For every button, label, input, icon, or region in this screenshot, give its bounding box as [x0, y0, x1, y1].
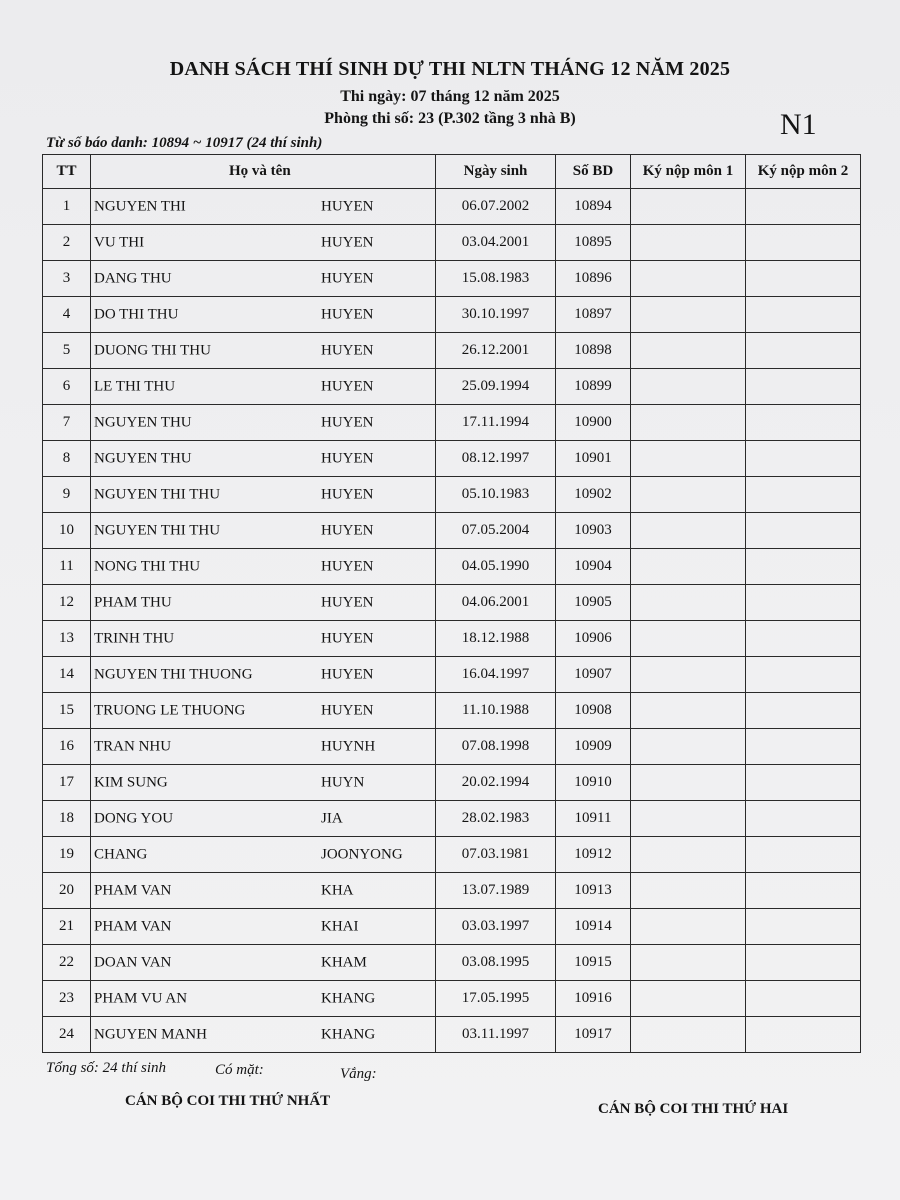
signature-cell-subject-2[interactable]	[746, 621, 861, 657]
signature-cell-subject-2[interactable]	[746, 909, 861, 945]
col-header-dob: Ngày sinh	[436, 155, 556, 189]
signature-cell-subject-2[interactable]	[746, 873, 861, 909]
table-row	[43, 729, 861, 765]
date-of-birth: 13.07.1989	[436, 873, 556, 909]
signature-cell-subject-1[interactable]	[631, 765, 746, 801]
row-number: 2	[43, 225, 91, 261]
table-row	[43, 405, 861, 441]
date-of-birth: 03.11.1997	[436, 1017, 556, 1053]
candidate-first-name: HUYEN	[321, 378, 374, 394]
candidate-first-name: KHAM	[321, 954, 367, 970]
signature-cell-subject-2[interactable]	[746, 333, 861, 369]
signature-cell-subject-2[interactable]	[746, 405, 861, 441]
candidate-number: 10910	[556, 765, 631, 801]
exam-date: Thi ngày: 07 tháng 12 năm 2025	[340, 88, 560, 105]
date-of-birth: 04.05.1990	[436, 549, 556, 585]
signature-cell-subject-1[interactable]	[631, 909, 746, 945]
candidate-name	[91, 873, 436, 909]
candidate-name	[91, 189, 436, 225]
signature-cell-subject-2[interactable]	[746, 369, 861, 405]
candidate-number: 10913	[556, 873, 631, 909]
col-header-sign1: Ký nộp môn 1	[631, 155, 746, 189]
signature-cell-subject-1[interactable]	[631, 513, 746, 549]
signature-cell-subject-1[interactable]	[631, 225, 746, 261]
candidate-name	[91, 837, 436, 873]
date-of-birth: 07.03.1981	[436, 837, 556, 873]
date-of-birth: 30.10.1997	[436, 297, 556, 333]
table-row	[43, 1017, 861, 1053]
candidate-last-name: NGUYEN THU	[94, 414, 192, 430]
row-number: 14	[43, 657, 91, 693]
candidate-first-name: HUYEN	[321, 306, 374, 322]
candidate-number: 10906	[556, 621, 631, 657]
row-number: 5	[43, 333, 91, 369]
signature-cell-subject-2[interactable]	[746, 225, 861, 261]
signature-cell-subject-1[interactable]	[631, 621, 746, 657]
table-row	[43, 513, 861, 549]
signature-cell-subject-2[interactable]	[746, 945, 861, 981]
signature-cell-subject-2[interactable]	[746, 297, 861, 333]
signature-cell-subject-1[interactable]	[631, 729, 746, 765]
date-of-birth: 11.10.1988	[436, 693, 556, 729]
table-row	[43, 909, 861, 945]
signature-cell-subject-1[interactable]	[631, 189, 746, 225]
table-row	[43, 477, 861, 513]
candidate-first-name: HUYEN	[321, 630, 374, 646]
candidate-first-name: HUYEN	[321, 270, 374, 286]
candidate-last-name: DANG THU	[94, 270, 172, 286]
candidate-name	[91, 477, 436, 513]
candidate-first-name: KHANG	[321, 990, 376, 1006]
date-of-birth: 03.04.2001	[436, 225, 556, 261]
candidate-name	[91, 441, 436, 477]
candidate-first-name: HUYEN	[321, 486, 374, 502]
candidate-last-name: TRUONG LE THUONG	[94, 702, 246, 718]
signature-cell-subject-1[interactable]	[631, 585, 746, 621]
candidate-first-name: HUYEN	[321, 450, 374, 466]
candidate-last-name: PHAM VAN	[94, 882, 172, 898]
table-row	[43, 657, 861, 693]
candidate-first-name: HUYEN	[321, 198, 374, 214]
candidate-table	[42, 154, 861, 1053]
date-of-birth: 28.02.1983	[436, 801, 556, 837]
candidate-name	[91, 225, 436, 261]
candidate-number: 10909	[556, 729, 631, 765]
candidate-number: 10899	[556, 369, 631, 405]
row-number: 1	[43, 189, 91, 225]
signature-cell-subject-1[interactable]	[631, 801, 746, 837]
table-row	[43, 693, 861, 729]
signature-cell-subject-1[interactable]	[631, 945, 746, 981]
row-number: 10	[43, 513, 91, 549]
row-number: 11	[43, 549, 91, 585]
candidate-last-name: TRAN NHU	[94, 738, 172, 754]
date-of-birth: 15.08.1983	[436, 261, 556, 297]
candidate-number: 10908	[556, 693, 631, 729]
date-of-birth: 06.07.2002	[436, 189, 556, 225]
candidate-number: 10912	[556, 837, 631, 873]
table-row	[43, 945, 861, 981]
date-of-birth: 08.12.1997	[436, 441, 556, 477]
signature-cell-subject-1[interactable]	[631, 369, 746, 405]
row-number: 19	[43, 837, 91, 873]
candidate-first-name: HUYEN	[321, 594, 374, 610]
signature-cell-subject-1[interactable]	[631, 261, 746, 297]
date-of-birth: 03.08.1995	[436, 945, 556, 981]
candidate-name	[91, 549, 436, 585]
signature-cell-subject-2[interactable]	[746, 261, 861, 297]
candidate-number: 10894	[556, 189, 631, 225]
signature-cell-subject-2[interactable]	[746, 1017, 861, 1053]
candidate-last-name: DUONG THI THU	[94, 342, 211, 358]
col-header-tt: TT	[43, 155, 91, 189]
candidate-last-name: VU THI	[94, 234, 145, 250]
candidate-last-name: NGUYEN THI THU	[94, 486, 221, 502]
signature-cell-subject-2[interactable]	[746, 693, 861, 729]
candidate-name	[91, 693, 436, 729]
row-number: 23	[43, 981, 91, 1017]
candidate-name	[91, 981, 436, 1017]
candidate-number: 10905	[556, 585, 631, 621]
table-row	[43, 369, 861, 405]
table-row	[43, 261, 861, 297]
table-row	[43, 225, 861, 261]
candidate-last-name: NGUYEN THI THUONG	[94, 666, 253, 682]
candidate-first-name: HUYEN	[321, 558, 374, 574]
signature-cell-subject-1[interactable]	[631, 837, 746, 873]
date-of-birth: 07.08.1998	[436, 729, 556, 765]
table-row	[43, 765, 861, 801]
candidate-first-name: KHAI	[321, 918, 359, 934]
signature-cell-subject-2[interactable]	[746, 189, 861, 225]
row-number: 9	[43, 477, 91, 513]
row-number: 24	[43, 1017, 91, 1053]
candidate-number: 10896	[556, 261, 631, 297]
candidate-last-name: DO THI THU	[94, 306, 179, 322]
candidate-first-name: HUYEN	[321, 414, 374, 430]
date-of-birth: 04.06.2001	[436, 585, 556, 621]
date-of-birth: 03.03.1997	[436, 909, 556, 945]
candidate-last-name: NGUYEN THU	[94, 450, 192, 466]
candidate-first-name: JOONYONG	[321, 846, 403, 862]
signature-cell-subject-1[interactable]	[631, 441, 746, 477]
signature-cell-subject-1[interactable]	[631, 549, 746, 585]
row-number: 13	[43, 621, 91, 657]
signature-cell-subject-1[interactable]	[631, 657, 746, 693]
candidate-number: 10907	[556, 657, 631, 693]
signature-cell-subject-1[interactable]	[631, 1017, 746, 1053]
date-of-birth: 17.05.1995	[436, 981, 556, 1017]
signature-cell-subject-2[interactable]	[746, 801, 861, 837]
candidate-number: 10915	[556, 945, 631, 981]
candidate-last-name: KIM SUNG	[94, 774, 168, 790]
table-row	[43, 873, 861, 909]
document-title: DANH SÁCH THÍ SINH DỰ THI NLTN THÁNG 12 NĂM 2025	[169, 58, 731, 80]
candidate-last-name: PHAM VU AN	[94, 990, 188, 1006]
candidate-last-name: DONG YOU	[94, 810, 174, 826]
signature-cell-subject-2[interactable]	[746, 441, 861, 477]
candidate-name	[91, 1017, 436, 1053]
candidate-name	[91, 765, 436, 801]
exam-room: Phòng thi số: 23 (P.302 tầng 3 nhà B)	[324, 110, 576, 127]
table-row	[43, 549, 861, 585]
candidate-last-name: NGUYEN THI THU	[94, 522, 221, 538]
signature-cell-subject-1[interactable]	[631, 297, 746, 333]
candidate-name	[91, 621, 436, 657]
candidate-first-name: JIA	[321, 810, 343, 826]
col-header-sign2: Ký nộp môn 2	[746, 155, 861, 189]
signature-cell-subject-2[interactable]	[746, 657, 861, 693]
candidate-last-name: PHAM VAN	[94, 918, 172, 934]
table-row	[43, 297, 861, 333]
candidate-range: Từ số báo danh: 10894 ~ 10917 (24 thí sinh)	[46, 135, 323, 151]
date-of-birth: 16.04.1997	[436, 657, 556, 693]
table-row	[43, 585, 861, 621]
candidate-first-name: HUYN	[321, 774, 365, 790]
candidate-name	[91, 405, 436, 441]
first-proctor-signature-label: CÁN BỘ COI THI THỨ NHẤT	[125, 1093, 331, 1109]
candidate-name	[91, 297, 436, 333]
candidate-number: 10897	[556, 297, 631, 333]
candidate-first-name: HUYEN	[321, 702, 374, 718]
candidate-first-name: HUYEN	[321, 666, 374, 682]
candidate-first-name: HUYEN	[321, 522, 374, 538]
date-of-birth: 17.11.1994	[436, 405, 556, 441]
list-code: N1	[780, 108, 817, 141]
row-number: 20	[43, 873, 91, 909]
signature-cell-subject-2[interactable]	[746, 765, 861, 801]
signature-cell-subject-2[interactable]	[746, 549, 861, 585]
total-count: Tổng số: 24 thí sinh	[46, 1060, 167, 1076]
row-number: 21	[43, 909, 91, 945]
candidate-number: 10902	[556, 477, 631, 513]
candidate-last-name: NONG THI THU	[94, 558, 201, 574]
candidate-last-name: TRINH THU	[94, 630, 175, 646]
candidate-number: 10895	[556, 225, 631, 261]
candidate-name	[91, 513, 436, 549]
date-of-birth: 05.10.1983	[436, 477, 556, 513]
date-of-birth: 20.02.1994	[436, 765, 556, 801]
present-label: Có mặt:	[215, 1062, 264, 1078]
date-of-birth: 25.09.1994	[436, 369, 556, 405]
table-row	[43, 801, 861, 837]
candidate-name	[91, 585, 436, 621]
signature-cell-subject-1[interactable]	[631, 981, 746, 1017]
signature-cell-subject-1[interactable]	[631, 693, 746, 729]
signature-cell-subject-2[interactable]	[746, 729, 861, 765]
signature-cell-subject-2[interactable]	[746, 513, 861, 549]
signature-cell-subject-1[interactable]	[631, 873, 746, 909]
row-number: 18	[43, 801, 91, 837]
signature-cell-subject-1[interactable]	[631, 405, 746, 441]
candidate-number: 10901	[556, 441, 631, 477]
candidate-last-name: PHAM THU	[94, 594, 172, 610]
candidate-name	[91, 729, 436, 765]
table-row	[43, 333, 861, 369]
candidate-name	[91, 369, 436, 405]
candidate-first-name: HUYNH	[321, 738, 376, 754]
row-number: 8	[43, 441, 91, 477]
candidate-number: 10900	[556, 405, 631, 441]
table-row	[43, 837, 861, 873]
table-row	[43, 621, 861, 657]
row-number: 4	[43, 297, 91, 333]
candidate-name	[91, 657, 436, 693]
signature-cell-subject-2[interactable]	[746, 981, 861, 1017]
col-header-sbd: Số BD	[556, 155, 631, 189]
candidate-last-name: LE THI THU	[94, 378, 176, 394]
candidate-first-name: HUYEN	[321, 342, 374, 358]
row-number: 17	[43, 765, 91, 801]
candidate-name	[91, 909, 436, 945]
candidate-first-name: KHA	[321, 882, 354, 898]
signature-cell-subject-2[interactable]	[746, 837, 861, 873]
row-number: 22	[43, 945, 91, 981]
candidate-number: 10904	[556, 549, 631, 585]
table-row	[43, 981, 861, 1017]
candidate-last-name: DOAN VAN	[94, 954, 172, 970]
candidate-name	[91, 261, 436, 297]
col-header-name: Họ và tên	[91, 155, 436, 189]
second-proctor-signature-label: CÁN BỘ COI THI THỨ HAI	[598, 1101, 789, 1117]
candidate-number: 10914	[556, 909, 631, 945]
date-of-birth: 07.05.2004	[436, 513, 556, 549]
candidate-name	[91, 801, 436, 837]
candidate-last-name: CHANG	[94, 846, 148, 862]
candidate-first-name: KHANG	[321, 1026, 376, 1042]
candidate-number: 10911	[556, 801, 631, 837]
table-row	[43, 441, 861, 477]
row-number: 16	[43, 729, 91, 765]
candidate-number: 10898	[556, 333, 631, 369]
row-number: 12	[43, 585, 91, 621]
row-number: 7	[43, 405, 91, 441]
candidate-first-name: HUYEN	[321, 234, 374, 250]
row-number: 15	[43, 693, 91, 729]
candidate-name	[91, 333, 436, 369]
signature-cell-subject-1[interactable]	[631, 477, 746, 513]
candidate-last-name: NGUYEN MANH	[94, 1026, 207, 1042]
row-number: 3	[43, 261, 91, 297]
candidate-number: 10903	[556, 513, 631, 549]
candidate-last-name: NGUYEN THI	[94, 198, 186, 214]
date-of-birth: 18.12.1988	[436, 621, 556, 657]
candidate-name	[91, 945, 436, 981]
date-of-birth: 26.12.2001	[436, 333, 556, 369]
table-row	[43, 189, 861, 225]
candidate-number: 10916	[556, 981, 631, 1017]
row-number: 6	[43, 369, 91, 405]
candidate-number: 10917	[556, 1017, 631, 1053]
absent-label: Vắng:	[340, 1066, 377, 1082]
table-header-row	[43, 155, 861, 189]
signature-cell-subject-2[interactable]	[746, 585, 861, 621]
signature-cell-subject-1[interactable]	[631, 333, 746, 369]
signature-cell-subject-2[interactable]	[746, 477, 861, 513]
